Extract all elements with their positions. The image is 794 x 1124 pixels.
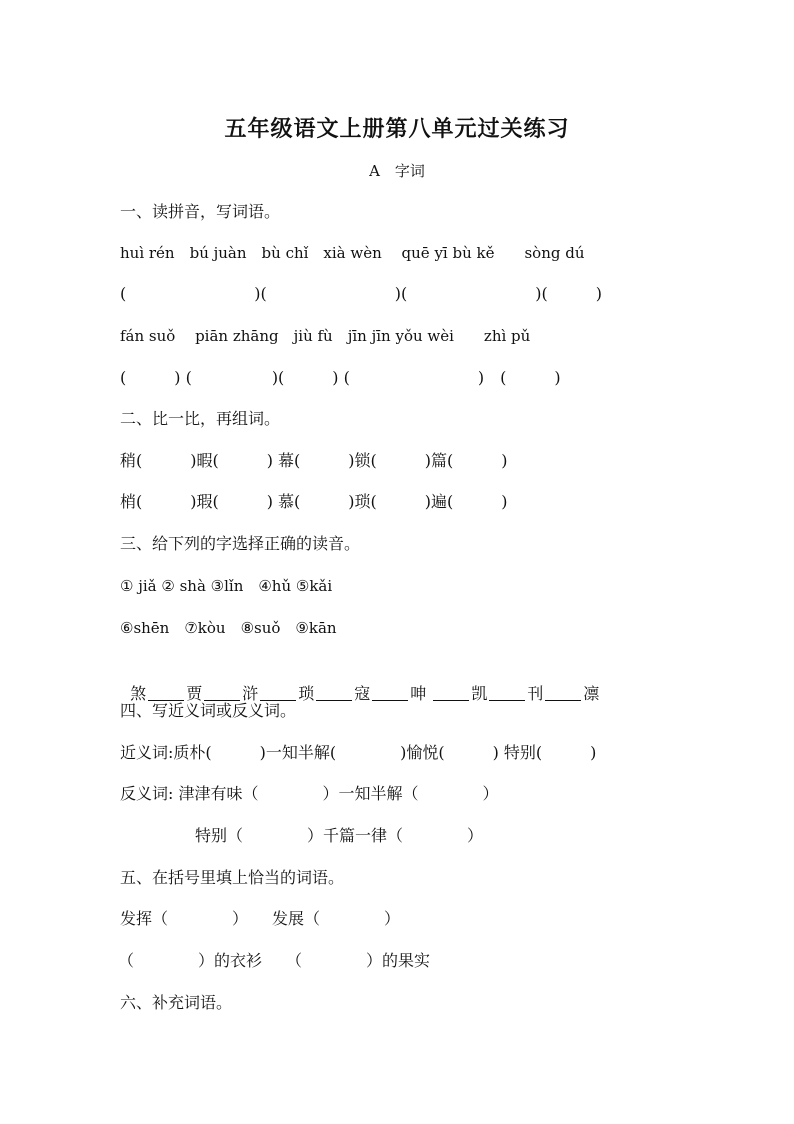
char-item: 贾 [186, 684, 203, 703]
reading-options-1: ① jiǎ ② shà ③lǐn ④hǔ ⑤kǎi [120, 577, 333, 595]
section-4-heading: 四、写近义词或反义词。 [120, 701, 297, 720]
section-3-heading: 三、给下列的字选择正确的读音。 [120, 534, 361, 553]
char-item: 寇 [354, 684, 371, 703]
synonyms-row[interactable]: 近义词:质朴( )一知半解( )愉悦( ) 特别( ) [120, 743, 597, 762]
section-6-heading: 六、补充词语。 [120, 993, 233, 1012]
char-item: 浒 [242, 684, 259, 703]
answer-blank[interactable] [372, 699, 408, 701]
antonyms-row-1[interactable]: 反义词: 津津有味（ ）一知半解（ ） [120, 784, 499, 803]
compare-row-2[interactable]: 梢( )瑕( ) 慕( )琐( )遍( ) [120, 492, 508, 511]
answer-blank[interactable] [316, 699, 352, 701]
answer-blanks-row-1[interactable]: ( )( )( )( ) [120, 284, 602, 303]
answer-blank[interactable] [545, 699, 581, 701]
answer-blank[interactable] [489, 699, 525, 701]
answer-blank[interactable] [433, 699, 469, 701]
fill-words-row-2[interactable]: （ ）的衣衫 （ ）的果实 [118, 951, 431, 970]
page-title: 五年级语文上册第八单元过关练习 [224, 117, 570, 142]
section-5-heading: 五、在括号里填上恰当的词语。 [120, 868, 345, 887]
char-item: 凛 [583, 684, 600, 703]
pinyin-row-2: fán suǒ piān zhāng jiù fù jīn jīn yǒu wèi zhì pǔ [120, 327, 531, 345]
char-item: 呻 [410, 684, 427, 703]
fill-words-row-1[interactable]: 发挥（ ） 发展（ ） [120, 909, 401, 928]
section-1-heading: 一、读拼音，写词语。 [120, 202, 281, 221]
char-item: 琐 [298, 684, 315, 703]
reading-options-2: ⑥shēn ⑦kòu ⑧suǒ ⑨kān [120, 619, 337, 637]
char-item: 刊 [527, 684, 544, 703]
char-item: 煞 [130, 684, 147, 703]
section-subtitle: A 字词 [369, 162, 425, 180]
pinyin-row-1: huì rén bú juàn bù chǐ xià wèn quē yī bù kě sòng dú [120, 244, 585, 262]
compare-row-1[interactable]: 稍( )暇( ) 幕( )锁( )篇( ) [120, 451, 508, 470]
char-item: 凯 [471, 684, 488, 703]
antonyms-row-2[interactable]: 特别（ ）千篇一律（ ） [195, 826, 484, 845]
answer-blanks-row-2[interactable]: ( ) ( )( ) ( ) ( ) [120, 368, 561, 387]
section-2-heading: 二、比一比，再组词。 [120, 409, 281, 428]
